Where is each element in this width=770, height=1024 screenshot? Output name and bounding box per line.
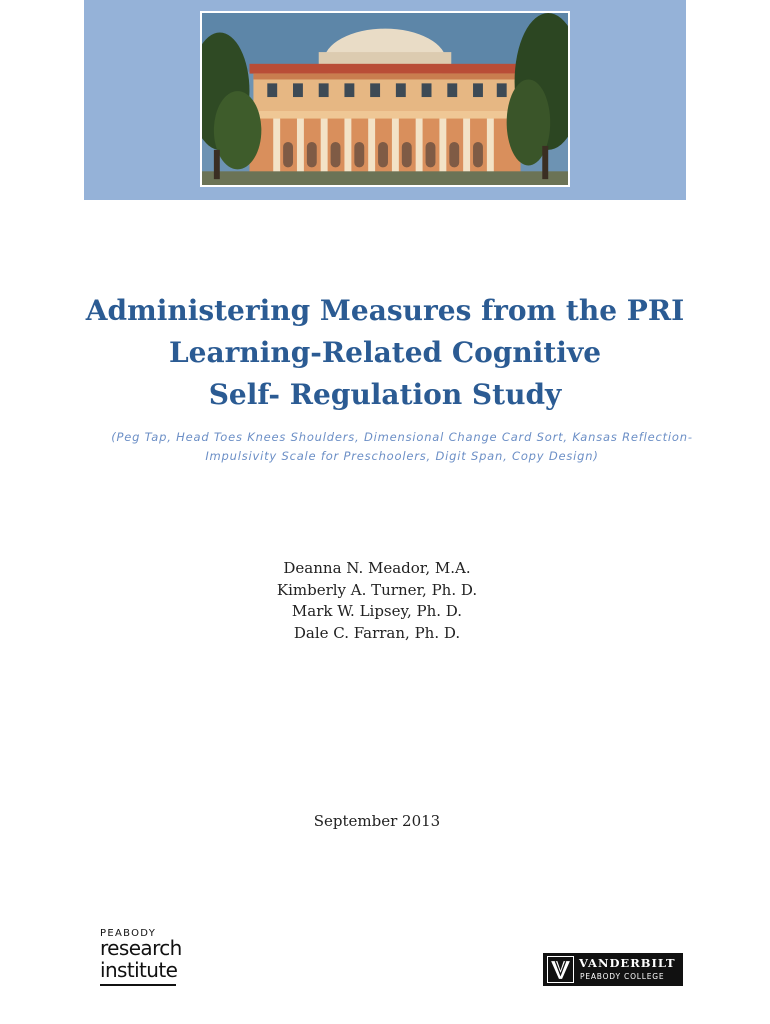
subtitle-line-2: Impulsivity Scale for Preschoolers, Digit Span, Copy Design) <box>205 449 599 463</box>
building-photo <box>200 11 570 187</box>
document-title <box>40 290 730 416</box>
measures-subtitle <box>92 428 712 466</box>
author-name: Dale C. Farran, Ph. D. <box>293 623 461 642</box>
pri-logo-top-text: PEABODY <box>100 928 157 939</box>
author-list <box>220 558 534 644</box>
publication-date: September 2013 <box>313 812 441 830</box>
title-line-1: Administering Measures from the PRI <box>85 294 685 327</box>
vanderbilt-logo-subtext: PEABODY COLLEGE <box>580 972 665 981</box>
author-name: Mark W. Lipsey, Ph. D. <box>291 602 463 620</box>
pri-logo-underline <box>100 984 176 986</box>
pri-logo-middle-text: research <box>100 936 182 960</box>
author-name: Kimberly A. Turner, Ph. D. <box>276 580 478 599</box>
vanderbilt-peabody-logo <box>543 953 683 986</box>
v-shield-icon <box>547 956 574 983</box>
title-line-3: Self- Regulation Study <box>208 378 562 411</box>
title-line-2: Learning-Related Cognitive <box>168 336 602 369</box>
author-name: Deanna N. Meador, M.A. <box>283 559 471 577</box>
header-banner <box>84 0 686 200</box>
peabody-research-institute-logo <box>100 928 190 988</box>
pri-logo-bottom-text: institute <box>100 958 178 982</box>
building-illustration <box>202 13 568 185</box>
vanderbilt-logo-name: VANDERBILT <box>579 956 676 970</box>
subtitle-line-1: (Peg Tap, Head Toes Knees Shoulders, Dimensional Change Card Sort, Kansas Reflection- <box>111 430 693 444</box>
